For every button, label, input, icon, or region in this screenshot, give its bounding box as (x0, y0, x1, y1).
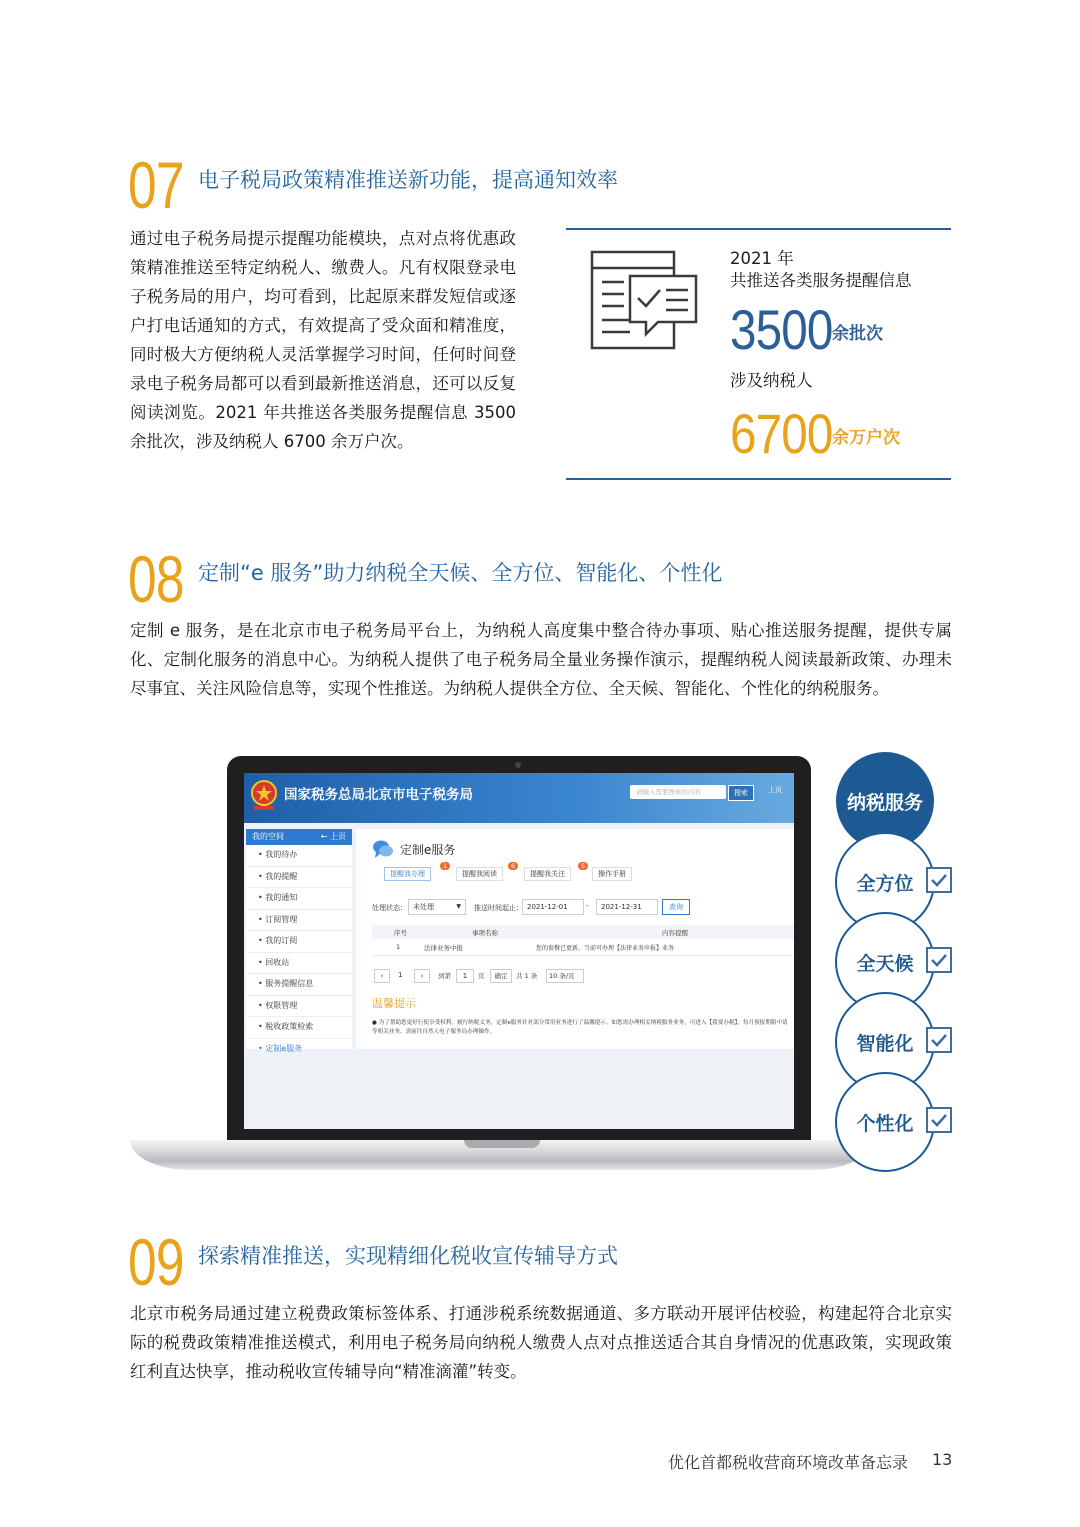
chat-bubble-icon (372, 839, 394, 859)
pagination-total: 共 1 条 (516, 972, 538, 980)
check-icon (926, 867, 952, 893)
sidebar-item[interactable]: • 权限管理 (246, 996, 352, 1018)
stats-box (566, 228, 951, 480)
table-header-item: 事项名称 (472, 929, 498, 937)
section-09-body: 北京市税务局通过建立税费政策标签体系、打通涉税系统数据通道、多方联动开展评估校验，构建起符合北京实际的税费政策精准推送模式，利用电子税务局向纳税人缴费人点对点推送适合其自身情况的优惠政策，实现政策红利直达快享，推动税收宣传辅导向“精准滴灌”转变。 (130, 1304, 952, 1381)
tab-badge: 5 (578, 862, 588, 870)
pagination-confirm[interactable]: 确定 (490, 969, 512, 983)
stats-unit1: 余批次 (832, 324, 883, 344)
sidebar-item[interactable]: • 回收站 (246, 953, 352, 975)
tips-text: ● 为了帮助您更好行使享受权利，履行纳税义务，定制e服务针对部分常用业务进行了温馨提示。如您需办理相关纳税服务业务，可进入【我要办税】，每月预报期限中请等相关业务，需前往自然人电子服务局办理操作。 (372, 1020, 788, 1035)
app-top-link[interactable]: 上页 (768, 786, 782, 794)
filter-status-label: 处理状态： (372, 904, 407, 912)
filter-date-sep: - (586, 902, 589, 910)
query-button[interactable]: 查询 (662, 899, 690, 915)
sidebar-item[interactable]: • 我的提醒 (246, 867, 352, 889)
section-09-heading: 探索精准推送，实现精细化税收宣传辅导方式 (198, 1244, 618, 1268)
sidebar-item[interactable]: • 税收政策检索 (246, 1017, 352, 1039)
filter-status-select[interactable]: 未处理 ▼ (408, 899, 466, 915)
pagination-page-input[interactable]: 1 (456, 969, 474, 983)
check-icon (926, 1027, 952, 1053)
laptop-camera (515, 762, 521, 768)
app-main-panel (356, 829, 794, 1049)
document-chat-check-icon (590, 248, 700, 354)
section-09-number: 09 (128, 1225, 184, 1299)
stats-line1: 共推送各类服务提醒信息 (730, 271, 912, 290)
panel-title: 定制e服务 (400, 843, 456, 857)
sidebar-item[interactable]: • 我的订阅 (246, 931, 352, 953)
filter-date-from[interactable]: 2021-12-01 (522, 899, 584, 915)
footer-page-number: 13 (932, 1450, 953, 1469)
badge-main: 纳税服务 (836, 752, 934, 850)
table-cell-item: 法律业务中报 (424, 944, 463, 952)
tab-badge: 1 (440, 862, 450, 870)
app-search-input[interactable]: 请输入需要搜索的内容 (630, 785, 726, 799)
check-icon (926, 947, 952, 973)
section-07-number: 07 (128, 148, 184, 222)
section-07-body: 通过电子税务局提示提醒功能模块，点对点将优惠政策精准推送至特定纳税人、缴费人。凡有权限登录电子税务局的用户，均可看到，比起原来群发短信或逐户打电话通知的方式，有效提高了受众面和精准度，同时极大方便纳税人灵活掌握学习时间，任何时间登录电子税务局都可以看到最新推送消息，还可以反复阅读浏览。2021 年共推送各类服务提醒信息 3500 余批次，涉及纳税人 6700 余万户次。 (130, 229, 516, 451)
laptop-mockup (227, 756, 811, 1144)
pagination-per-page[interactable]: 10 条/页 (546, 969, 584, 983)
stats-unit2: 余万户次 (832, 428, 900, 448)
badge-item: 智能化 (835, 992, 935, 1092)
app-header (244, 773, 794, 823)
pagination-goto: 到第 (438, 972, 451, 980)
sidebar-item-active[interactable]: • 定制e服务 (246, 1039, 352, 1061)
table-cell-content: 您的套餐已更新，当前可办理【法律业务申报】业务 (536, 945, 675, 952)
pagination-prev[interactable]: ‹ (374, 969, 390, 983)
app-sidebar (246, 829, 352, 1053)
footer-title: 优化首都税收营商环境改革备忘录 (668, 1453, 909, 1472)
stats-line2: 涉及纳税人 (730, 371, 813, 390)
emblem-icon (250, 779, 278, 811)
tab-remind-handle[interactable]: 提醒我办理 (384, 867, 431, 881)
table-cell-index: 1 (396, 943, 401, 951)
sidebar-item[interactable]: • 订阅管理 (246, 910, 352, 932)
tab-remind-follow[interactable]: 提醒我关注 (524, 867, 571, 881)
badge-item: 全天候 (835, 912, 935, 1012)
section-07-heading: 电子税局政策精准推送新功能，提高通知效率 (198, 168, 618, 192)
stats-value1: 3500 (730, 298, 833, 361)
pagination-next[interactable]: › (414, 969, 430, 983)
section-08-heading: 定制“e 服务”助力纳税全天候、全方位、智能化、个性化 (198, 561, 723, 585)
badge-item: 个性化 (835, 1072, 935, 1172)
filter-date-label: 推送时间起止： (474, 904, 523, 912)
chevron-down-icon: ▼ (456, 903, 461, 910)
tab-badge: 6 (508, 862, 518, 870)
sidebar-item[interactable]: • 我的通知 (246, 888, 352, 910)
sidebar-item[interactable]: • 服务提醒信息 (246, 974, 352, 996)
check-icon (926, 1107, 952, 1133)
section-08-number: 08 (128, 542, 184, 616)
tab-remind-read[interactable]: 提醒我阅读 (456, 867, 503, 881)
laptop-screen (244, 773, 794, 1129)
pagination-page-suffix: 页 (478, 972, 485, 980)
table-header-content: 内容提醒 (662, 929, 688, 937)
tips-title: 温馨提示 (372, 997, 416, 1010)
laptop-base (130, 1140, 872, 1170)
section-08-body: 定制 e 服务，是在北京市电子税务局平台上，为纳税人高度集中整合待办事项、贴心推送服务提醒，提供专属化、定制化服务的消息中心。为纳税人提供了电子税务局全量业务操作演示，提醒纳税人阅读最新政策、办理未尽事宜、关注风险信息等，实现个性推送。为纳税人提供全方位、全天候、智能化、个性化的纳税服务。 (130, 621, 952, 698)
table-header-row (372, 925, 794, 939)
sidebar-header: 我的空间 ← 上页 (246, 829, 352, 845)
badge-item: 全方位 (835, 832, 935, 932)
pagination-page[interactable]: 1 (398, 971, 403, 979)
sidebar-back[interactable]: ← 上页 (320, 832, 346, 841)
app-title: 国家税务总局北京市电子税务局 (284, 787, 473, 803)
stats-value2: 6700 (730, 402, 833, 465)
filter-date-to[interactable]: 2021-12-31 (596, 899, 658, 915)
stats-year: 2021 年 (730, 249, 794, 268)
laptop-notch (464, 1140, 540, 1148)
sidebar-item[interactable]: • 我的待办 (246, 845, 352, 867)
tab-manual[interactable]: 操作手册 (592, 867, 632, 881)
table-header-index: 序号 (394, 929, 407, 937)
app-search-button[interactable]: 搜索 (728, 785, 754, 801)
